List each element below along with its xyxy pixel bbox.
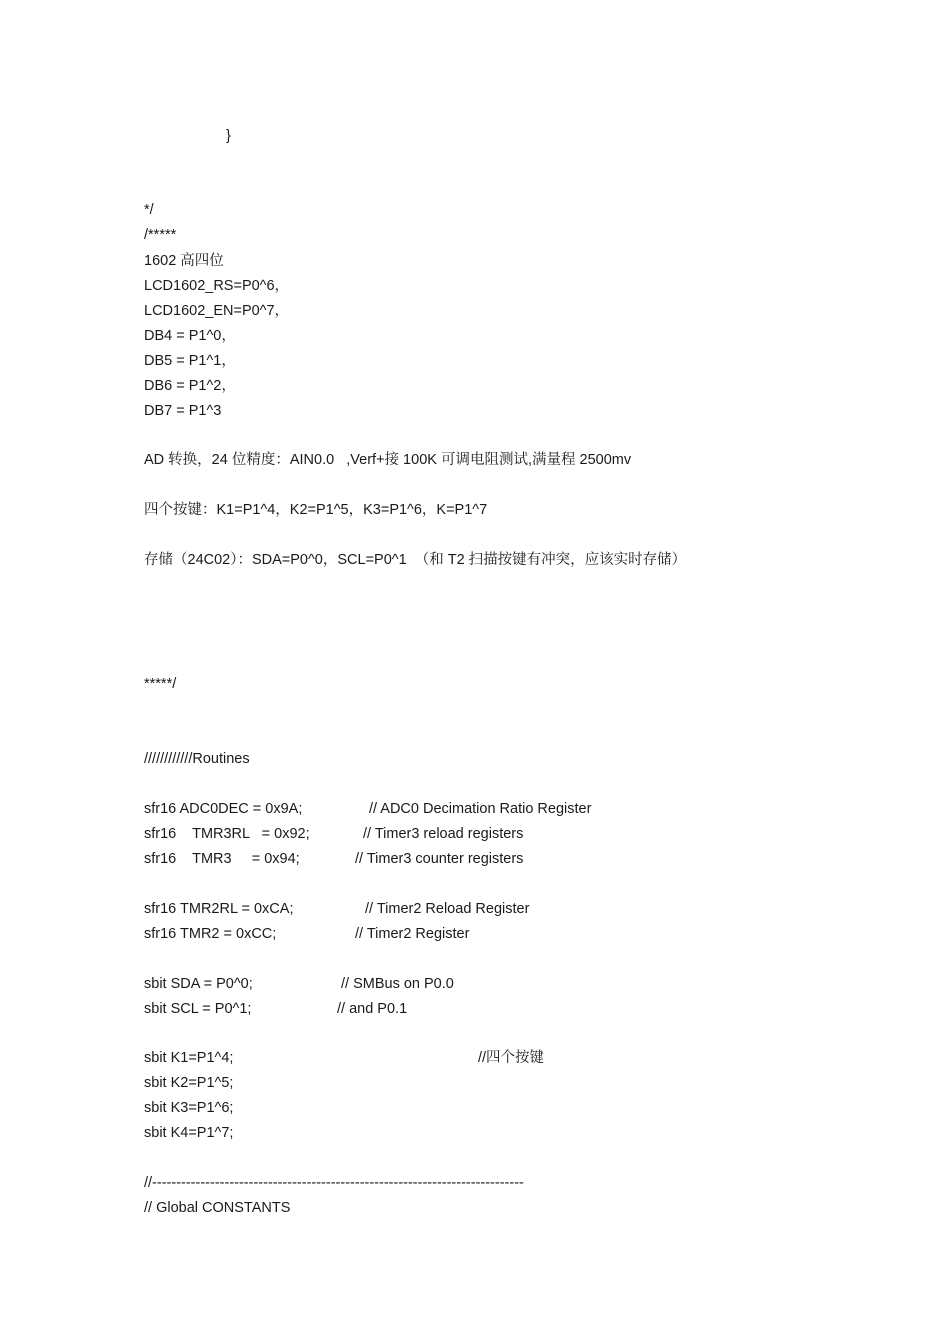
section-heading: // Global CONSTANTS	[144, 1200, 291, 1216]
comment-end: */	[144, 202, 154, 218]
text-line: DB4 = P1^0，	[144, 328, 236, 344]
text-line: DB7 = P1^3	[144, 403, 222, 419]
comment-start: /*****	[144, 227, 177, 243]
closing-brace: }	[226, 128, 231, 144]
code-comment: // and P0.1	[337, 1001, 408, 1017]
code-line: sbit K3=P1^6;	[144, 1100, 234, 1116]
code-comment: // Timer3 reload registers	[363, 826, 524, 842]
code-comment: // SMBus on P0.0	[341, 976, 454, 992]
code-line: sfr16 TMR2RL = 0xCA;	[144, 901, 294, 917]
code-comment: // ADC0 Decimation Ratio Register	[369, 801, 592, 817]
text-line: 存储（24C02）：SDA=P0^0，SCL=P0^1 （和 T2 扫描按键有冲突，应该实时存储）	[144, 552, 687, 568]
code-line: sbit SCL = P0^1;	[144, 1001, 252, 1017]
code-comment: //四个按键	[478, 1050, 545, 1066]
code-line: sfr16 ADC0DEC = 0x9A;	[144, 801, 303, 817]
code-comment: // Timer2 Reload Register	[365, 901, 530, 917]
text-line: 四个按键：K1=P1^4，K2=P1^5，K3=P1^6，K=P1^7	[144, 502, 488, 518]
code-line: sbit K2=P1^5;	[144, 1075, 234, 1091]
separator-line: //-----------------------------------------------------------------------------	[144, 1175, 524, 1191]
text-line: DB6 = P1^2，	[144, 378, 236, 394]
text-line: LCD1602_EN=P0^7，	[144, 303, 290, 319]
text-line: AD 转换，24 位精度：AIN0.0 ,Verf+接 100K 可调电阻测试,满量程 2500mv	[144, 452, 632, 468]
code-line: sbit K1=P1^4;	[144, 1050, 234, 1066]
comment-close: *****/	[144, 676, 177, 692]
text-line: LCD1602_RS=P0^6，	[144, 278, 290, 294]
section-heading: ////////////Routines	[144, 751, 250, 767]
code-line: sfr16 TMR3 = 0x94;	[144, 851, 300, 867]
code-line: sbit SDA = P0^0;	[144, 976, 253, 992]
code-comment: // Timer3 counter registers	[355, 851, 524, 867]
code-comment: // Timer2 Register	[355, 926, 470, 942]
text-line: DB5 = P1^1，	[144, 353, 236, 369]
code-line: sbit K4=P1^7;	[144, 1125, 234, 1141]
text-line: 1602 高四位	[144, 253, 224, 269]
code-line: sfr16 TMR2 = 0xCC;	[144, 926, 277, 942]
code-line: sfr16 TMR3RL = 0x92;	[144, 826, 310, 842]
